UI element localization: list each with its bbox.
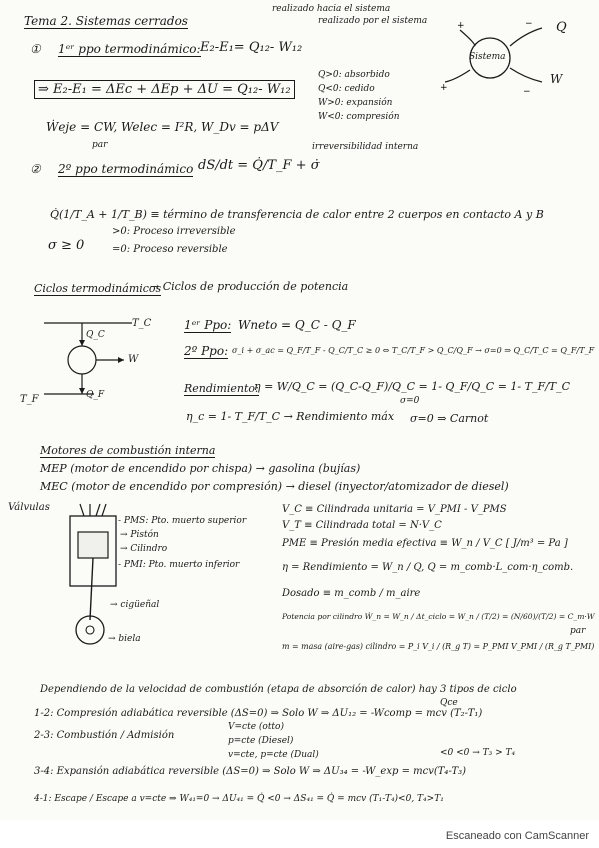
stage-2-3: 2-3: Combustión / Admisión xyxy=(34,730,175,741)
cycle-first-law-label: 1ᵉʳ Ppo: xyxy=(184,318,232,332)
first-law-equation: E₂-E₁= Q₁₂- W₁₂ xyxy=(200,40,303,55)
mass-definition: m = masa (aire-gas) cilindro = P_i V_i / (R_g T) = P_PMI V_PMI / (R_g T_PMI) xyxy=(282,642,595,651)
dependency-note: Qce xyxy=(440,698,458,708)
pmi-label: - PMI: Pto. muerto inferior xyxy=(118,560,240,570)
engines-label: Motores de combustión interna xyxy=(40,444,216,457)
tc-label: T_C xyxy=(132,318,152,329)
cycle-second-law-label: 2º Ppo: xyxy=(184,344,229,358)
dependency-line: Dependiendo de la velocidad de combustión (etapa de absorción de calor) hay 3 tipos de ciclo xyxy=(40,684,517,695)
cycles-description: → Ciclos de producción de potencia xyxy=(150,280,349,293)
efficiency-sigma-note: σ=0 xyxy=(400,396,420,406)
work-par-note: par xyxy=(92,140,108,150)
first-law-label: 1ᵉʳ ppo termodinámico: xyxy=(58,42,201,56)
power-definition: Potencia por cilindro Ẇ_n = W_n / Δt_ciclo = W_n / (T/2) = (N/60)/(T/2) = C_m·W xyxy=(282,612,595,621)
cycle-first-law-eq: Wneto = Q_C - Q_F xyxy=(238,318,356,332)
crankshaft-label: → cigüeñal xyxy=(110,600,160,610)
efficiency-definition: η = Rendimiento = W_n / Q, Q = m_comb·L_com·η_comb. xyxy=(282,562,574,573)
svg-text:−: − xyxy=(525,19,533,29)
connecting-rod-label: → biela xyxy=(108,634,141,644)
sigma-positive: >0: Proceso irreversible xyxy=(112,226,236,237)
pme-definition: PME ≡ Presión media efectiva ≡ W_n / V_C [ J/m³ = Pa ] xyxy=(282,538,568,549)
cycle-second-law-eq: σ_i + σ_ac = Q_F/T_F - Q_C/T_C ≥ 0 ⇔ T_C/T_F > Q_C/Q_F → σ=0 ⇒ Q_C/T_C = Q_F/T_F xyxy=(232,346,595,355)
sigma-condition: σ ≥ 0 xyxy=(48,238,85,253)
second-law-label: 2º ppo termodinámico xyxy=(58,162,194,176)
tf-label: T_F xyxy=(20,394,39,405)
efficiency-label: Rendimiento: xyxy=(184,382,259,395)
qf-label: Q_F xyxy=(86,390,105,400)
efficiency-equation: η = W/Q_C = (Q_C-Q_F)/Q_C = 1- Q_F/Q_C = 1- T_F/T_C xyxy=(254,380,571,393)
stage-2-3-otto: V=cte (otto) xyxy=(228,722,284,732)
carnot-note: σ=0 ⇒ Carnot xyxy=(410,412,489,425)
scanner-watermark: Escaneado con CamScanner xyxy=(445,830,589,842)
system-q-label: Q xyxy=(556,20,567,35)
carnot-equation: η_c = 1- T_F/T_C → Rendimiento máx xyxy=(186,410,395,423)
work-equation: Ẇeje = CW, Welec = I²R, W_Dv = pΔV xyxy=(46,120,279,134)
sign-q-cedido: Q<0: cedido xyxy=(318,84,375,94)
svg-text:+: + xyxy=(440,83,448,93)
page-title: Tema 2. Sistemas cerrados xyxy=(24,14,188,28)
stage-2-3-dual: v=cte, p=cte (Dual) xyxy=(228,750,319,760)
irreversibility-note: irreversibilidad interna xyxy=(312,142,419,152)
mec-line: MEC (motor de encendido por compresión) → diesel (inyector/atomizador de diesel) xyxy=(40,480,509,493)
dosado-definition: Dosado ≡ m_comb / m_aire xyxy=(282,588,421,599)
sign-w-expansion: W>0: expansión xyxy=(318,98,393,108)
system-label: Sistema xyxy=(469,52,506,62)
valves-label: Válvulas xyxy=(8,502,50,513)
section-number-2: ② xyxy=(30,162,41,176)
stage-2-3-diesel: p=cte (Diesel) xyxy=(228,736,294,746)
power-par-note: par xyxy=(570,626,586,636)
sign-w-compresion: W<0: compresión xyxy=(318,112,400,122)
svg-text:−: − xyxy=(523,87,531,97)
stage-3-4: 3-4: Expansión adiabática reversible (ΔS=0) ⇒ Solo W ⇒ ΔU₃₄ = -W_exp = mcv(T₄-T₃) xyxy=(34,766,467,777)
energy-equation: ⇒ E₂-E₁ = ΔEc + ΔEp + ΔU = Q₁₂- W₁₂ xyxy=(34,80,295,99)
system-w-label: W xyxy=(550,72,563,86)
note-realizado-hacia: realizado hacia el sistema xyxy=(272,4,391,14)
stage-1-2: 1-2: Compresión adiabática reversible (ΔS=0) ⇒ Solo W ⇒ ΔU₁₂ = -Wcomp = mcv (T₂-T₁) xyxy=(34,708,483,719)
sign-q-absorbido: Q>0: absorbido xyxy=(318,70,390,80)
second-law-equation: dS/dt = Q̇/T_F + σ̇ xyxy=(198,158,320,173)
pms-label: - PMS: Pto. muerto superior xyxy=(118,516,247,526)
mep-line: MEP (motor de encendido por chispa) → gasolina (bujías) xyxy=(40,462,361,475)
section-number-1: ① xyxy=(30,42,41,56)
cycles-label: Ciclos termodinámicos xyxy=(34,282,162,295)
stage-3-4-note: <0 <0 → T₃ > T₄ xyxy=(440,748,516,758)
sigma-zero: =0: Proceso reversible xyxy=(112,244,228,255)
svg-text:+: + xyxy=(457,21,465,31)
cycle-w-label: W xyxy=(128,354,139,365)
cylinder-label: → Cilindro xyxy=(120,544,168,554)
piston-label: → Pistón xyxy=(120,530,159,540)
note-realizado-por: realizado por el sistema xyxy=(318,16,428,26)
qc-label: Q_C xyxy=(86,330,105,340)
vc-definition: V_C ≡ Cilindrada unitaria = V_PMI - V_PMS xyxy=(282,504,507,515)
vt-definition: V_T ≡ Cilindrada total = N·V_C xyxy=(282,520,442,531)
heat-transfer-equation: Q̇(1/T_A + 1/T_B) ≡ término de transferencia de calor entre 2 cuerpos en contacto A y B xyxy=(50,208,544,221)
stage-4-1: 4-1: Escape / Escape a v=cte ⇒ W₄₁=0 → ΔU₄₁ = Q̇ <0 → ΔS₄₁ = Q̇ = mcv (T₁-T₄)<0, T₄>T₁ xyxy=(34,794,444,804)
